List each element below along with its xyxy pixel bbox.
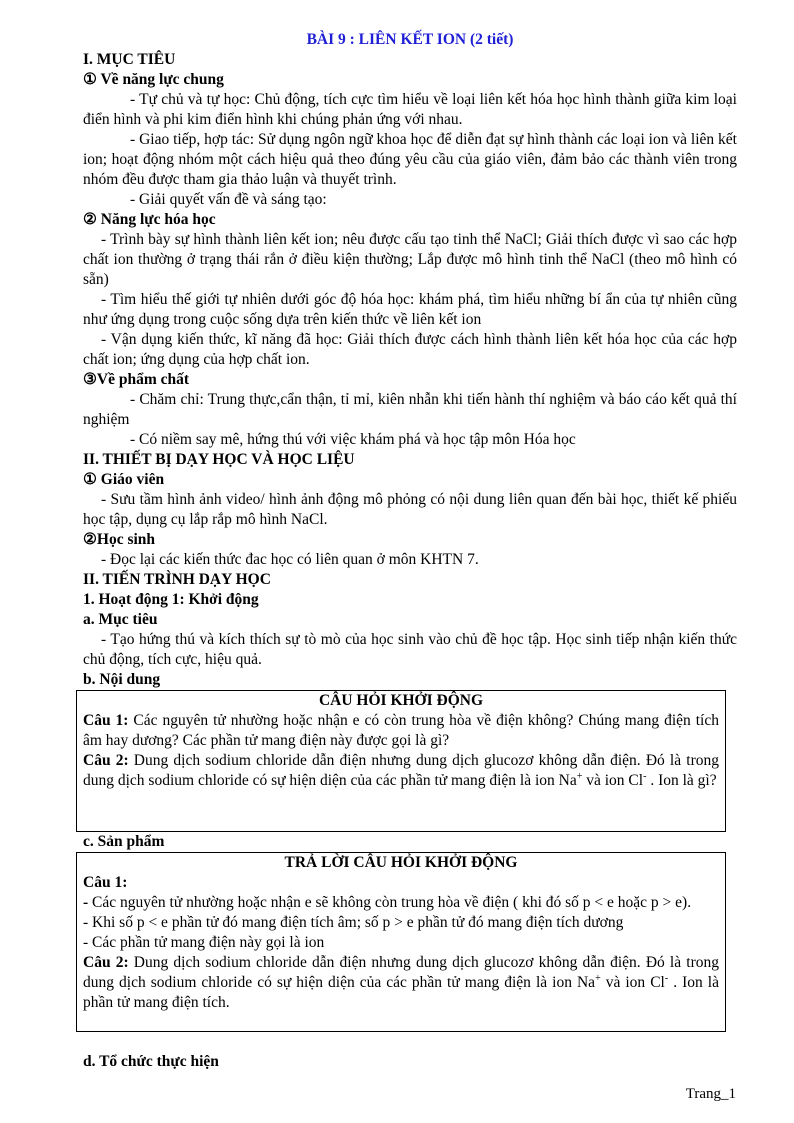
warmup-questions-box — [76, 690, 726, 832]
document-title: BÀI 9 : LIÊN KẾT ION (2 tiết) — [306, 31, 514, 48]
box-title: TRẢ LỜI CÂU HỎI KHỞI ĐỘNG — [284, 854, 518, 871]
question-2: Câu 2: Dung dịch sodium chloride dẫn điện nhưng dung dịch glucozơ không dẫn điện. Đó là trong dung dịch sodium chloride có sự hiện diện của các phần tử mang điện là ion Na+ và ion Cl- . Ion là gì? — [83, 752, 719, 789]
subheading-student: ②Học sinh — [83, 531, 156, 548]
page-number: Trang_1 — [685, 1086, 736, 1102]
section-heading-objectives: I. MỤC TIÊU — [83, 51, 176, 68]
box-title: CÂU HỎI KHỞI ĐỘNG — [318, 692, 484, 709]
paragraph: - Chăm chỉ: Trung thực,cẩn thận, tỉ mỉ, kiên nhẫn khi tiến hành thí nghiệm và báo cáo kết quả thí nghiệm — [83, 391, 737, 428]
subheading-chemistry-competence: ② Năng lực hóa học — [83, 211, 216, 228]
answer-1-line-1: - Các nguyên tử nhường hoặc nhận e sẽ không còn trung hòa về điện ( khi đó số p < e hoặc p > e). — [83, 894, 692, 911]
paragraph: - Giao tiếp, hợp tác: Sử dụng ngôn ngữ khoa học để diễn đạt sự hình thành các loại ion và liên kết ion; hoạt động nhóm một cách hiệu quả theo đúng yêu cầu của giáo viên, đảm bảo các thành viên trong nhóm đều được tham gia thảo luận và thuyết trình. — [83, 131, 737, 188]
subheading-content: b. Nội dung — [83, 671, 161, 688]
answer-1-line-3: - Các phần tử mang điện này gọi là ion — [83, 934, 325, 951]
subheading-goal: a. Mục tiêu — [83, 611, 158, 628]
section-heading-equipment: II. THIẾT BỊ DẠY HỌC VÀ HỌC LIỆU — [83, 451, 355, 468]
answer-2: Câu 2: Dung dịch sodium chloride dẫn điện nhưng dung dịch glucozơ không dẫn điện. Đó là trong dung dịch sodium chloride có sự hiện diện của các phần tử mang điện là ion Na+ và ion Cl- . Ion là phần tử mang điện tích. — [83, 954, 719, 1011]
subheading-product: c. Sản phẩm — [83, 833, 165, 850]
warmup-answers-box — [76, 852, 726, 1032]
answer-1-label: Câu 1: — [83, 874, 128, 891]
paragraph: - Trình bày sự hình thành liên kết ion; nêu được cấu tạo tinh thể NaCl; Giải thích được vì sao các hợp chất ion thường ở trạng thái rắn ở điều kiện thường; Lắp được mô hình tinh thể NaCl (theo mô hình có sẵn) — [83, 231, 737, 288]
subheading-teacher: ① Giáo viên — [83, 471, 165, 488]
paragraph: - Giải quyết vấn đề và sáng tạo: — [130, 191, 327, 208]
document-page — [83, 30, 737, 1072]
section-heading-process: II. TIẾN TRÌNH DẠY HỌC — [83, 571, 271, 588]
subheading-general-competence: ① Về năng lực chung — [83, 71, 224, 88]
subheading-organization: d. Tổ chức thực hiện — [83, 1053, 219, 1070]
question-1: Câu 1: Các nguyên tử nhường hoặc nhận e có còn trung hòa về điện không? Chúng mang điện tích âm hay dương? Các phần tử mang điện này được gọi là gì? — [83, 712, 719, 749]
paragraph: - Tự chủ và tự học: Chủ động, tích cực tìm hiểu về loại liên kết hóa học hình thành giữa kim loại điển hình và phi kim điển hình khi chúng phản ứng với nhau. — [83, 91, 737, 128]
subheading-qualities: ③Về phẩm chất — [83, 371, 190, 388]
paragraph: - Đọc lại các kiến thức đac học có liên quan ở môn KHTN 7. — [101, 551, 479, 568]
paragraph: - Có niềm say mê, hứng thú với việc khám phá và học tập môn Hóa học — [130, 431, 576, 448]
paragraph: - Tạo hứng thú và kích thích sự tò mò của học sinh vào chủ đề học tập. Học sinh tiếp nhận kiến thức chủ động, tích cực, hiệu quả. — [83, 631, 737, 668]
paragraph: - Tìm hiểu thế giới tự nhiên dưới góc độ hóa học: khám phá, tìm hiểu những bí ẩn của tự nhiên cũng như ứng dụng trong cuộc sống dựa trên kiến thức về liên kết ion — [83, 291, 737, 328]
paragraph: - Vận dụng kiến thức, kĩ năng đã học: Giải thích được cách hình thành liên kết hóa học của các hợp chất ion; ứng dụng của hợp chất ion. — [83, 331, 737, 368]
answer-1-line-2: - Khi số p < e phần tử đó mang điện tích âm; số p > e phần tử đó mang điện tích dương — [83, 914, 624, 931]
paragraph: - Sưu tầm hình ảnh video/ hình ảnh động mô phỏng có nội dung liên quan đến bài học, thiết kế phiếu học tập, dụng cụ lắp rắp mô hình NaCl. — [83, 491, 737, 528]
activity-heading: 1. Hoạt động 1: Khởi động — [83, 591, 259, 608]
